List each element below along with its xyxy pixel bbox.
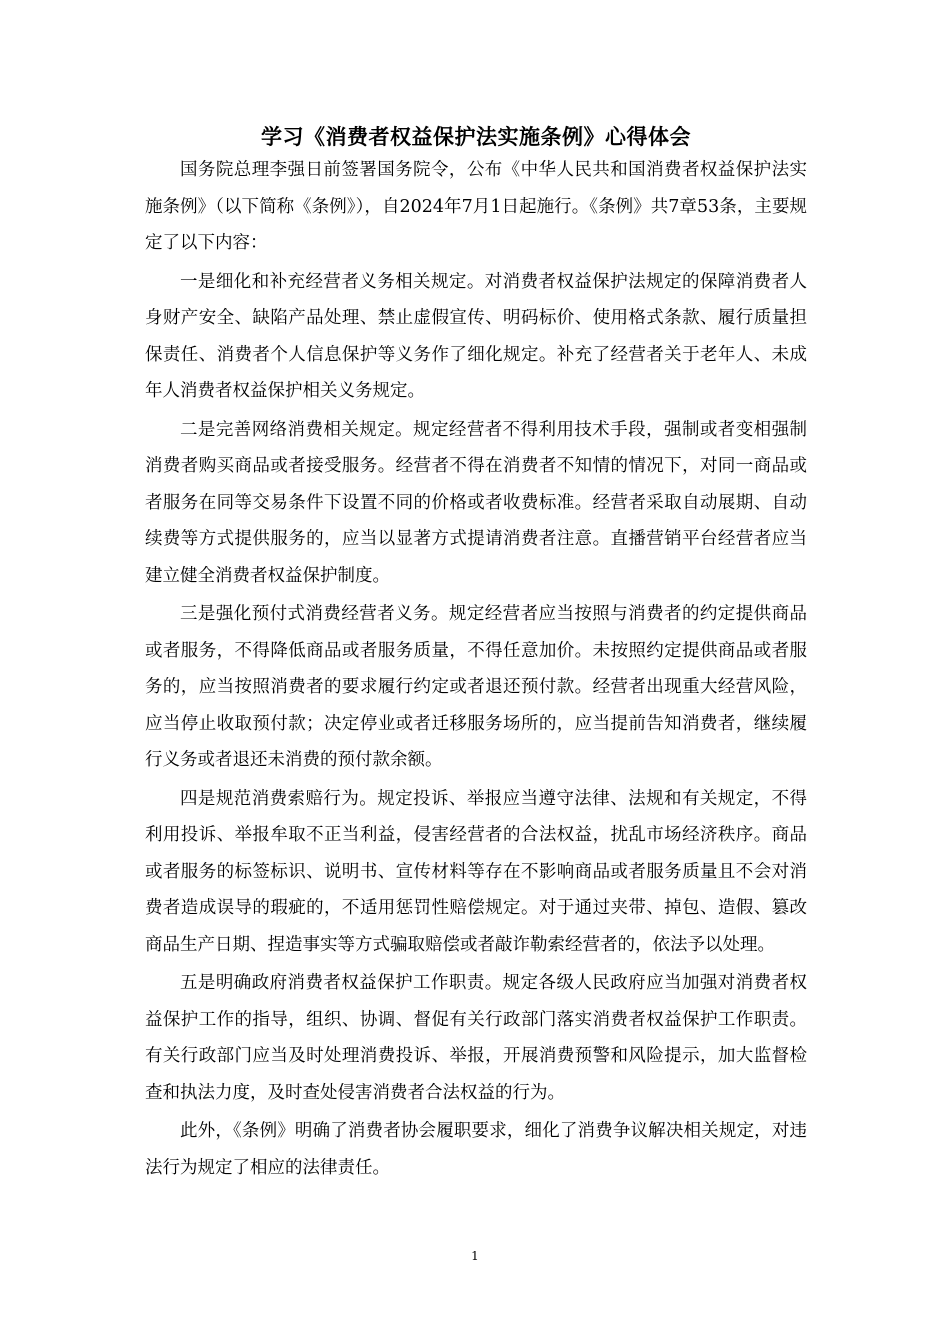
paragraph-point-five: 五是明确政府消费者权益保护工作职责。规定各级人民政府应当加强对消费者权益保护工作的指导，组织、协调、督促有关行政部门落实消费者权益保护工作职责。有关行政部门应当及时处理消费投诉、举报，开展消费预警和风险提示，加大监督检查和执法力度，及时查处侵害消费者合法权益的行为。	[145, 973, 807, 1103]
paragraph-point-two: 二是完善网络消费相关规定。规定经营者不得利用技术手段，强制或者变相强制消费者购买商品或者接受服务。经营者不得在消费者不知情的情况下，对同一商品或者服务在同等交易条件下设置不同的价格或者收费标准。经营者采取自动展期、自动续费等方式提供服务的，应当以显著方式提请消费者注意。直播营销平台经营者应当建立健全消费者权益保护制度。	[145, 419, 807, 586]
paragraph-closing: 此外，《条例》明确了消费者协会履职要求，细化了消费争议解决相关规定，对违法行为规定了相应的法律责任。	[145, 1121, 807, 1178]
page-number: 1	[471, 1249, 479, 1263]
paragraph-point-one: 一是细化和补充经营者义务相关规定。对消费者权益保护法规定的保障消费者人身财产安全、缺陷产品处理、禁止虚假宣传、明码标价、使用格式条款、履行质量担保责任、消费者个人信息保护等义务作了细化规定。补充了经营者关于老年人、未成年人消费者权益保护相关义务规定。	[145, 271, 807, 401]
paragraph-intro: 国务院总理李强日前签署国务院令，公布《中华人民共和国消费者权益保护法实施条例》（以下简称《条例》），自2024年7月1日起施行。《条例》共7章53条，主要规定了以下内容：	[145, 160, 807, 253]
document-title: 学习《消费者权益保护法实施条例》心得体会	[261, 124, 691, 149]
paragraph-point-three: 三是强化预付式消费经营者义务。规定经营者应当按照与消费者的约定提供商品或者服务，不得降低商品或者服务质量，不得任意加价。未按照约定提供商品或者服务的，应当按照消费者的要求履行约定或者退还预付款。经营者出现重大经营风险，应当停止收取预付款；决定停业或者迁移服务场所的，应当提前告知消费者，继续履行义务或者退还未消费的预付款余额。	[145, 604, 807, 770]
document-body	[145, 122, 807, 1186]
paragraph-point-four: 四是规范消费索赔行为。规定投诉、举报应当遵守法律、法规和有关规定，不得利用投诉、举报牟取不正当利益，侵害经营者的合法权益，扰乱市场经济秩序。商品或者服务的标签标识、说明书、宣传材料等存在不影响商品或者服务质量且不会对消费者造成误导的瑕疵的，不适用惩罚性赔偿规定。对于通过夹带、掉包、造假、篡改商品生产日期、捏造事实等方式骗取赔偿或者敲诈勒索经营者的，依法予以处理。	[145, 788, 807, 955]
